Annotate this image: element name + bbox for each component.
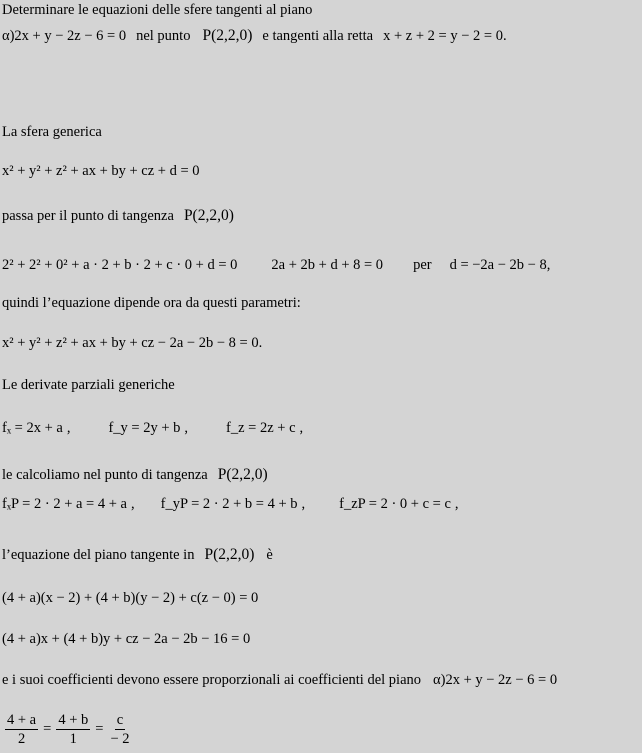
- fz-derivative: f_z = 2z + c: [226, 420, 296, 436]
- equals: =: [43, 721, 52, 737]
- comma: ,: [184, 420, 189, 436]
- sphere-label: La sfera generica: [2, 124, 102, 140]
- calc-line: [2, 466, 268, 484]
- fraction-3-num: c: [116, 712, 124, 728]
- fraction-3: [108, 711, 131, 748]
- period: .: [258, 335, 263, 351]
- tangent-line-text: e tangenti alla retta: [262, 28, 374, 44]
- per-text: per: [413, 257, 432, 273]
- fraction-1-den: 2: [17, 731, 26, 747]
- sphere-equation-2-line: [2, 334, 262, 352]
- passes-text: passa per il punto di tangenza: [2, 208, 174, 224]
- plane-e: è: [266, 547, 273, 563]
- fx-at-point: fₓP = 2 · 2 + a = 4 + a: [2, 496, 127, 512]
- derivs-label: Le derivate parziali generiche: [2, 377, 175, 393]
- depends-text: quindi l’equazione dipende ora da questi parametri:: [2, 295, 301, 311]
- tangent-point: P(2,2,0): [202, 27, 253, 44]
- comma: ,: [454, 496, 459, 512]
- equals: =: [95, 721, 104, 737]
- fraction-1: [5, 711, 38, 748]
- d-solution: d = −2a − 2b − 8: [449, 257, 547, 273]
- nel-punto-text: nel punto: [136, 28, 191, 44]
- fraction-2: [56, 711, 90, 748]
- comma: ,: [130, 496, 135, 512]
- plane-text: l’equazione del piano tangente in: [2, 547, 195, 563]
- coef-text: e i suoi coefficienti devono essere proporzionali ai coefficienti del piano: [2, 672, 422, 688]
- passes-point: P(2,2,0): [183, 207, 234, 224]
- fraction-3-den: − 2: [110, 731, 130, 747]
- sphere-equation-2: x² + y² + z² + ax + by + cz − 2a − 2b − 8 = 0: [2, 335, 259, 351]
- comma: ,: [546, 257, 551, 273]
- fz-at-point: f_zP = 2 · 0 + c = c: [339, 496, 451, 512]
- comma: ,: [299, 420, 304, 436]
- derivs-line: [2, 419, 303, 437]
- plane-point: P(2,2,0): [204, 546, 255, 563]
- calc-point: P(2,2,0): [217, 466, 268, 483]
- passes-line: [2, 207, 234, 225]
- proportion: [2, 711, 135, 748]
- calc-values-line: [2, 495, 459, 513]
- plane-line: [2, 546, 273, 564]
- tangent-plane-equation: (4 + a)(x − 2) + (4 + b)(y − 2) + c(z − 0) = 0: [2, 590, 259, 606]
- substitution-eq: 2² + 2² + 0² + a · 2 + b · 2 + c · 0 + d = 0: [2, 257, 238, 273]
- calc-text: le calcoliamo nel punto di tangenza: [2, 467, 208, 483]
- fy-derivative: f_y = 2y + b: [108, 420, 181, 436]
- period: .: [502, 28, 507, 44]
- tangent-plane-expanded: (4 + a)x + (4 + b)y + cz − 2a − 2b − 16 = 0: [2, 631, 251, 647]
- fraction-2-den: 1: [69, 731, 77, 747]
- coef-plane: α)2x + y − 2z − 6 = 0: [433, 672, 558, 688]
- problem-statement: Determinare le equazioni delle sfere tangenti al piano: [2, 2, 313, 18]
- line-equation: x + z + 2 = y − 2 = 0: [383, 28, 503, 44]
- fy-at-point: f_yP = 2 · 2 + b = 4 + b: [160, 496, 298, 512]
- fraction-2-num: 4 + b: [58, 712, 89, 728]
- problem-statement-line2: [2, 27, 507, 45]
- comma: ,: [66, 420, 71, 436]
- sphere-equation: x² + y² + z² + ax + by + cz + d = 0: [2, 163, 200, 179]
- fraction-1-num: 4 + a: [7, 712, 37, 728]
- substitution-simplified: 2a + 2b + d + 8 = 0: [271, 257, 384, 273]
- plane-equation: α)2x + y − 2z − 6 = 0: [2, 28, 127, 44]
- comma: ,: [301, 496, 306, 512]
- coef-line: [2, 671, 557, 689]
- fx-derivative: fₓ = 2x + a: [2, 420, 63, 436]
- substitution-line: [2, 256, 550, 274]
